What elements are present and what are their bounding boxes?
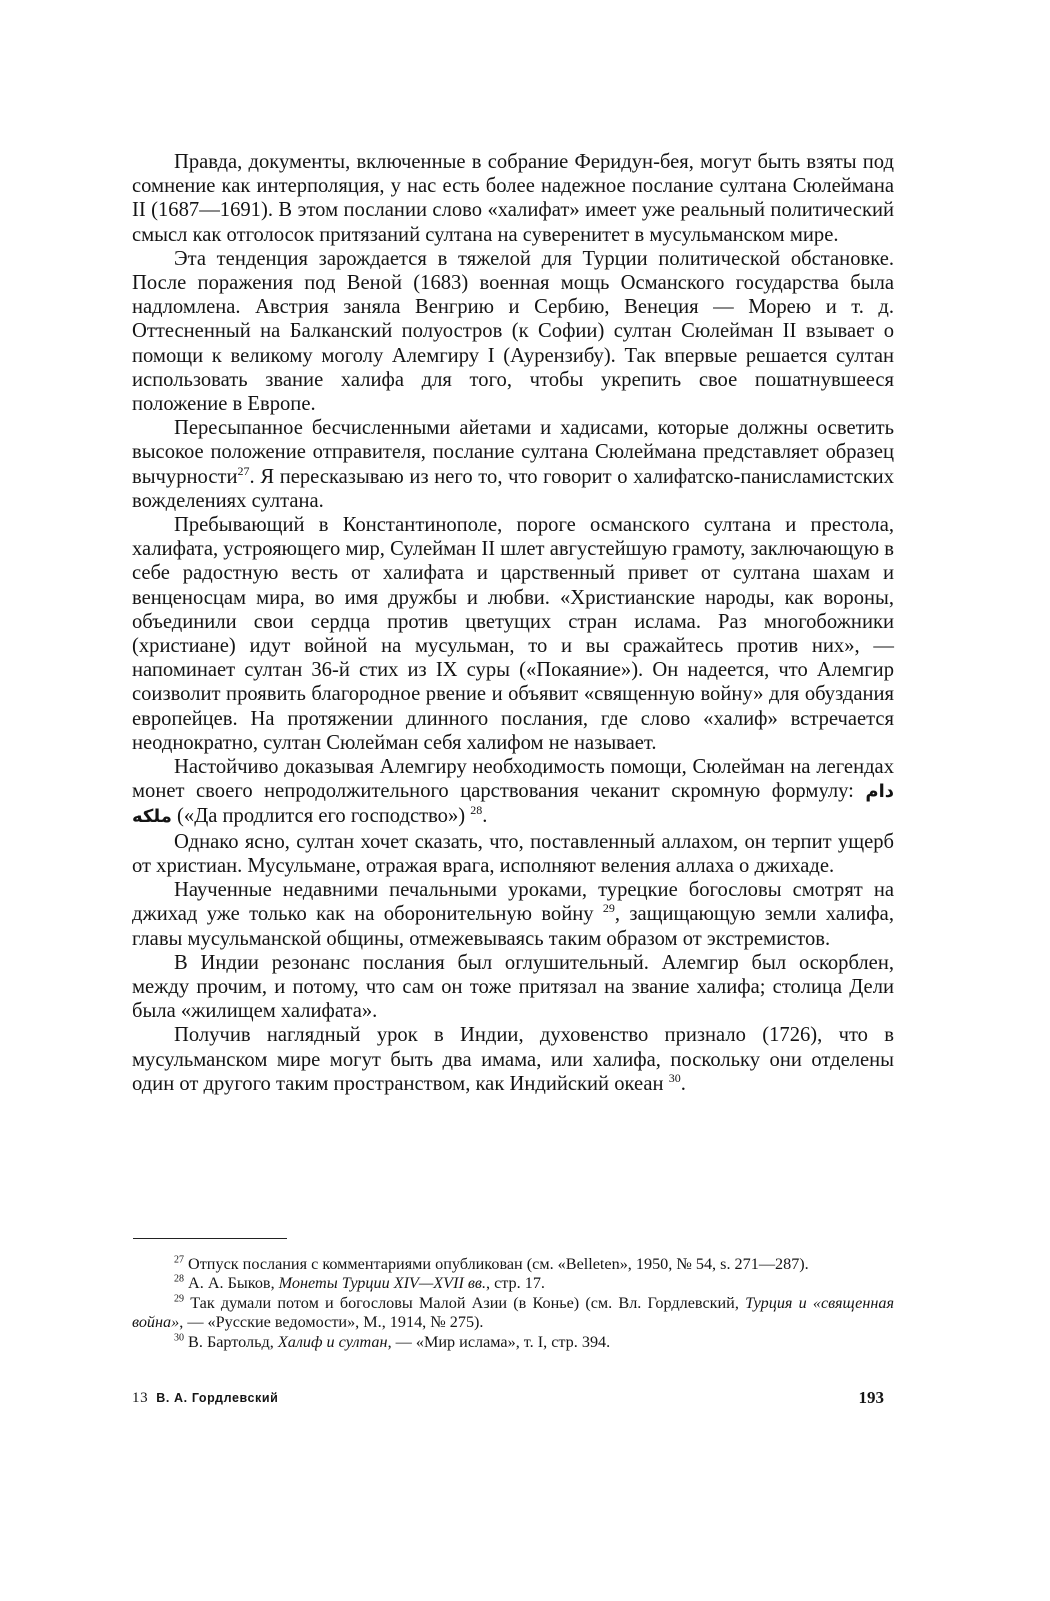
footnote-title: Халиф и султан [277, 1332, 388, 1351]
paragraph-text: Получив наглядный урок в Индии, духовенство признало (1726), что в мусульманском мире могут быть два имама, или халифа, поскольку они отделены один от другого таким пространством, как Индийский океан [132, 1024, 894, 1095]
footnote-text: А. А. Быков, [188, 1274, 279, 1293]
paragraph-text: («Да продлится его господство») [177, 805, 466, 828]
footnote-number: 29 [174, 1293, 184, 1305]
footnote [132, 1333, 894, 1352]
footnote-number: 28 [174, 1274, 184, 1286]
paragraph-text: Настойчиво доказывая Алемгиру необходимость помощи, Сюлейман на легендах монет своего непродолжительного царствования чеканит скромную формулу: [132, 756, 894, 803]
footnote [132, 1294, 894, 1333]
footnote-ref[interactable]: 28 [470, 803, 483, 818]
footnote-number: 30 [174, 1332, 184, 1344]
footnote-text: , — «Мир ислама», т. I, стр. 394. [387, 1332, 611, 1351]
paragraph-text: Пересыпанное бесчисленными айетами и хадисами, которые должны осветить высокое положение отправителя, послание султана Сюлеймана представляет образец вычурности [132, 417, 894, 488]
paragraph [132, 755, 894, 830]
paragraph-text: . [482, 805, 488, 828]
paragraph: Правда, документы, включенные в собрание Феридун-бея, могут быть взяты под сомнение как интерполяция, у нас есть более надежное послание султана Сюлеймана II (1687—1691). В этом послании слово «халифат» имеет уже реальный политический смысл как отголосок притязаний султана на суверенитет в мусульманском мире. [132, 151, 894, 246]
arabic-formula: دام ملکه [132, 781, 894, 828]
footnote [132, 1255, 894, 1274]
footnote-title: Монеты Турции XIV—XVII вв. [278, 1274, 486, 1293]
footnote-text: Отпуск послания с комментариями опубликован (см. «Belleten», 1950, № 54, s. 271—287). [188, 1255, 809, 1273]
footnote-text: , — «Русские ведомости», М., 1914, № 275). [179, 1313, 484, 1332]
signature-text: В. А. Гордлевский [156, 1391, 279, 1405]
footnote-text: Так думали потом и богословы Малой Азии (в Конье) (см. Вл. Гордлевский, [190, 1293, 746, 1312]
footnotes [132, 1255, 894, 1352]
footnote-text: В. Бартольд, [188, 1332, 278, 1351]
footnote-ref[interactable]: 27 [237, 463, 250, 478]
printer-signature [132, 1390, 278, 1407]
paragraph: Однако ясно, султан хочет сказать, что, поставленный аллахом, он терпит ущерб от христиан. Мусульмане, отражая врага, исполняют веления аллаха о джихаде. [132, 830, 894, 877]
paragraph [132, 1023, 894, 1096]
footnote-text: , стр. 17. [486, 1274, 545, 1293]
paragraph-text: Наученные недавними печальными уроками, турецкие богословы смотрят на джихад уже только как на оборонительную войну [132, 879, 894, 926]
footnote-ref[interactable]: 29 [602, 901, 615, 916]
page-number: 193 [858, 1388, 884, 1407]
paragraph: В Индии резонанс послания был оглушительный. Алемгир был оскорблен, между прочим, и потому, что сам он тоже притязал на звание халифа; столица Дели была «жилищем халифата». [132, 951, 894, 1023]
paragraph-text: , защищающую земли халифа, главы мусульманской общины, отмежевываясь таким образом от экстремистов. [132, 903, 894, 950]
page-footer [132, 1390, 894, 1414]
footnote-title: Турция и «священная война» [132, 1293, 895, 1332]
footnote [132, 1274, 894, 1293]
footnote-divider [133, 1238, 287, 1239]
paragraph-text: . Я пересказываю из него то, что говорит о халифатско-панисламистских вожделениях султана. [132, 465, 894, 512]
footnote-ref[interactable]: 30 [668, 1070, 681, 1085]
paragraph [132, 416, 894, 513]
signature-number: 13 [132, 1390, 149, 1406]
footnote-number: 27 [174, 1254, 184, 1266]
main-text [132, 150, 894, 1096]
paragraph [132, 878, 894, 951]
paragraph: Эта тенденция зарождается в тяжелой для Турции политической обстановке. После поражения под Веной (1683) военная мощь Османского государства была надломлена. Австрия заняла Венгрию и Сербию, Венеция — Морею и т. д. Оттесненный на Балканский полуостров (к Софии) султан Сюлейман II взывает о помощи к великому моголу Алемгиру I (Аурензибу). Так впервые решается султан использовать звание халифа для того, чтобы укрепить свое пошатнувшееся положение в Европе. [132, 247, 894, 416]
paragraph: Пребывающий в Константинополе, пороге османского султана и престола, халифата, устрояющего мир, Сулейман II шлет августейшую грамоту, заключающую в себе радостную весть от халифата и царственный привет от султана шахам и венценосцам мира, во имя дружбы и любви. «Христианские народы, как вороны, объединили свои сердца против цветущих стран ислама. Раз многобожники (христиане) идут войной на мусульман, то и вы сражайтесь против них», — напоминает султан 36-й стих из IX суры («Покаяние»). Он надеется, что Алемгир соизволит проявить благородное рвение и объявит «священную войну» для обуздания европейцев. На протяжении длинного послания, где слово «халиф» встречается неоднократно, султан Сюлейман себя халифом не называет. [132, 514, 894, 754]
paragraph-text: . [680, 1072, 686, 1095]
